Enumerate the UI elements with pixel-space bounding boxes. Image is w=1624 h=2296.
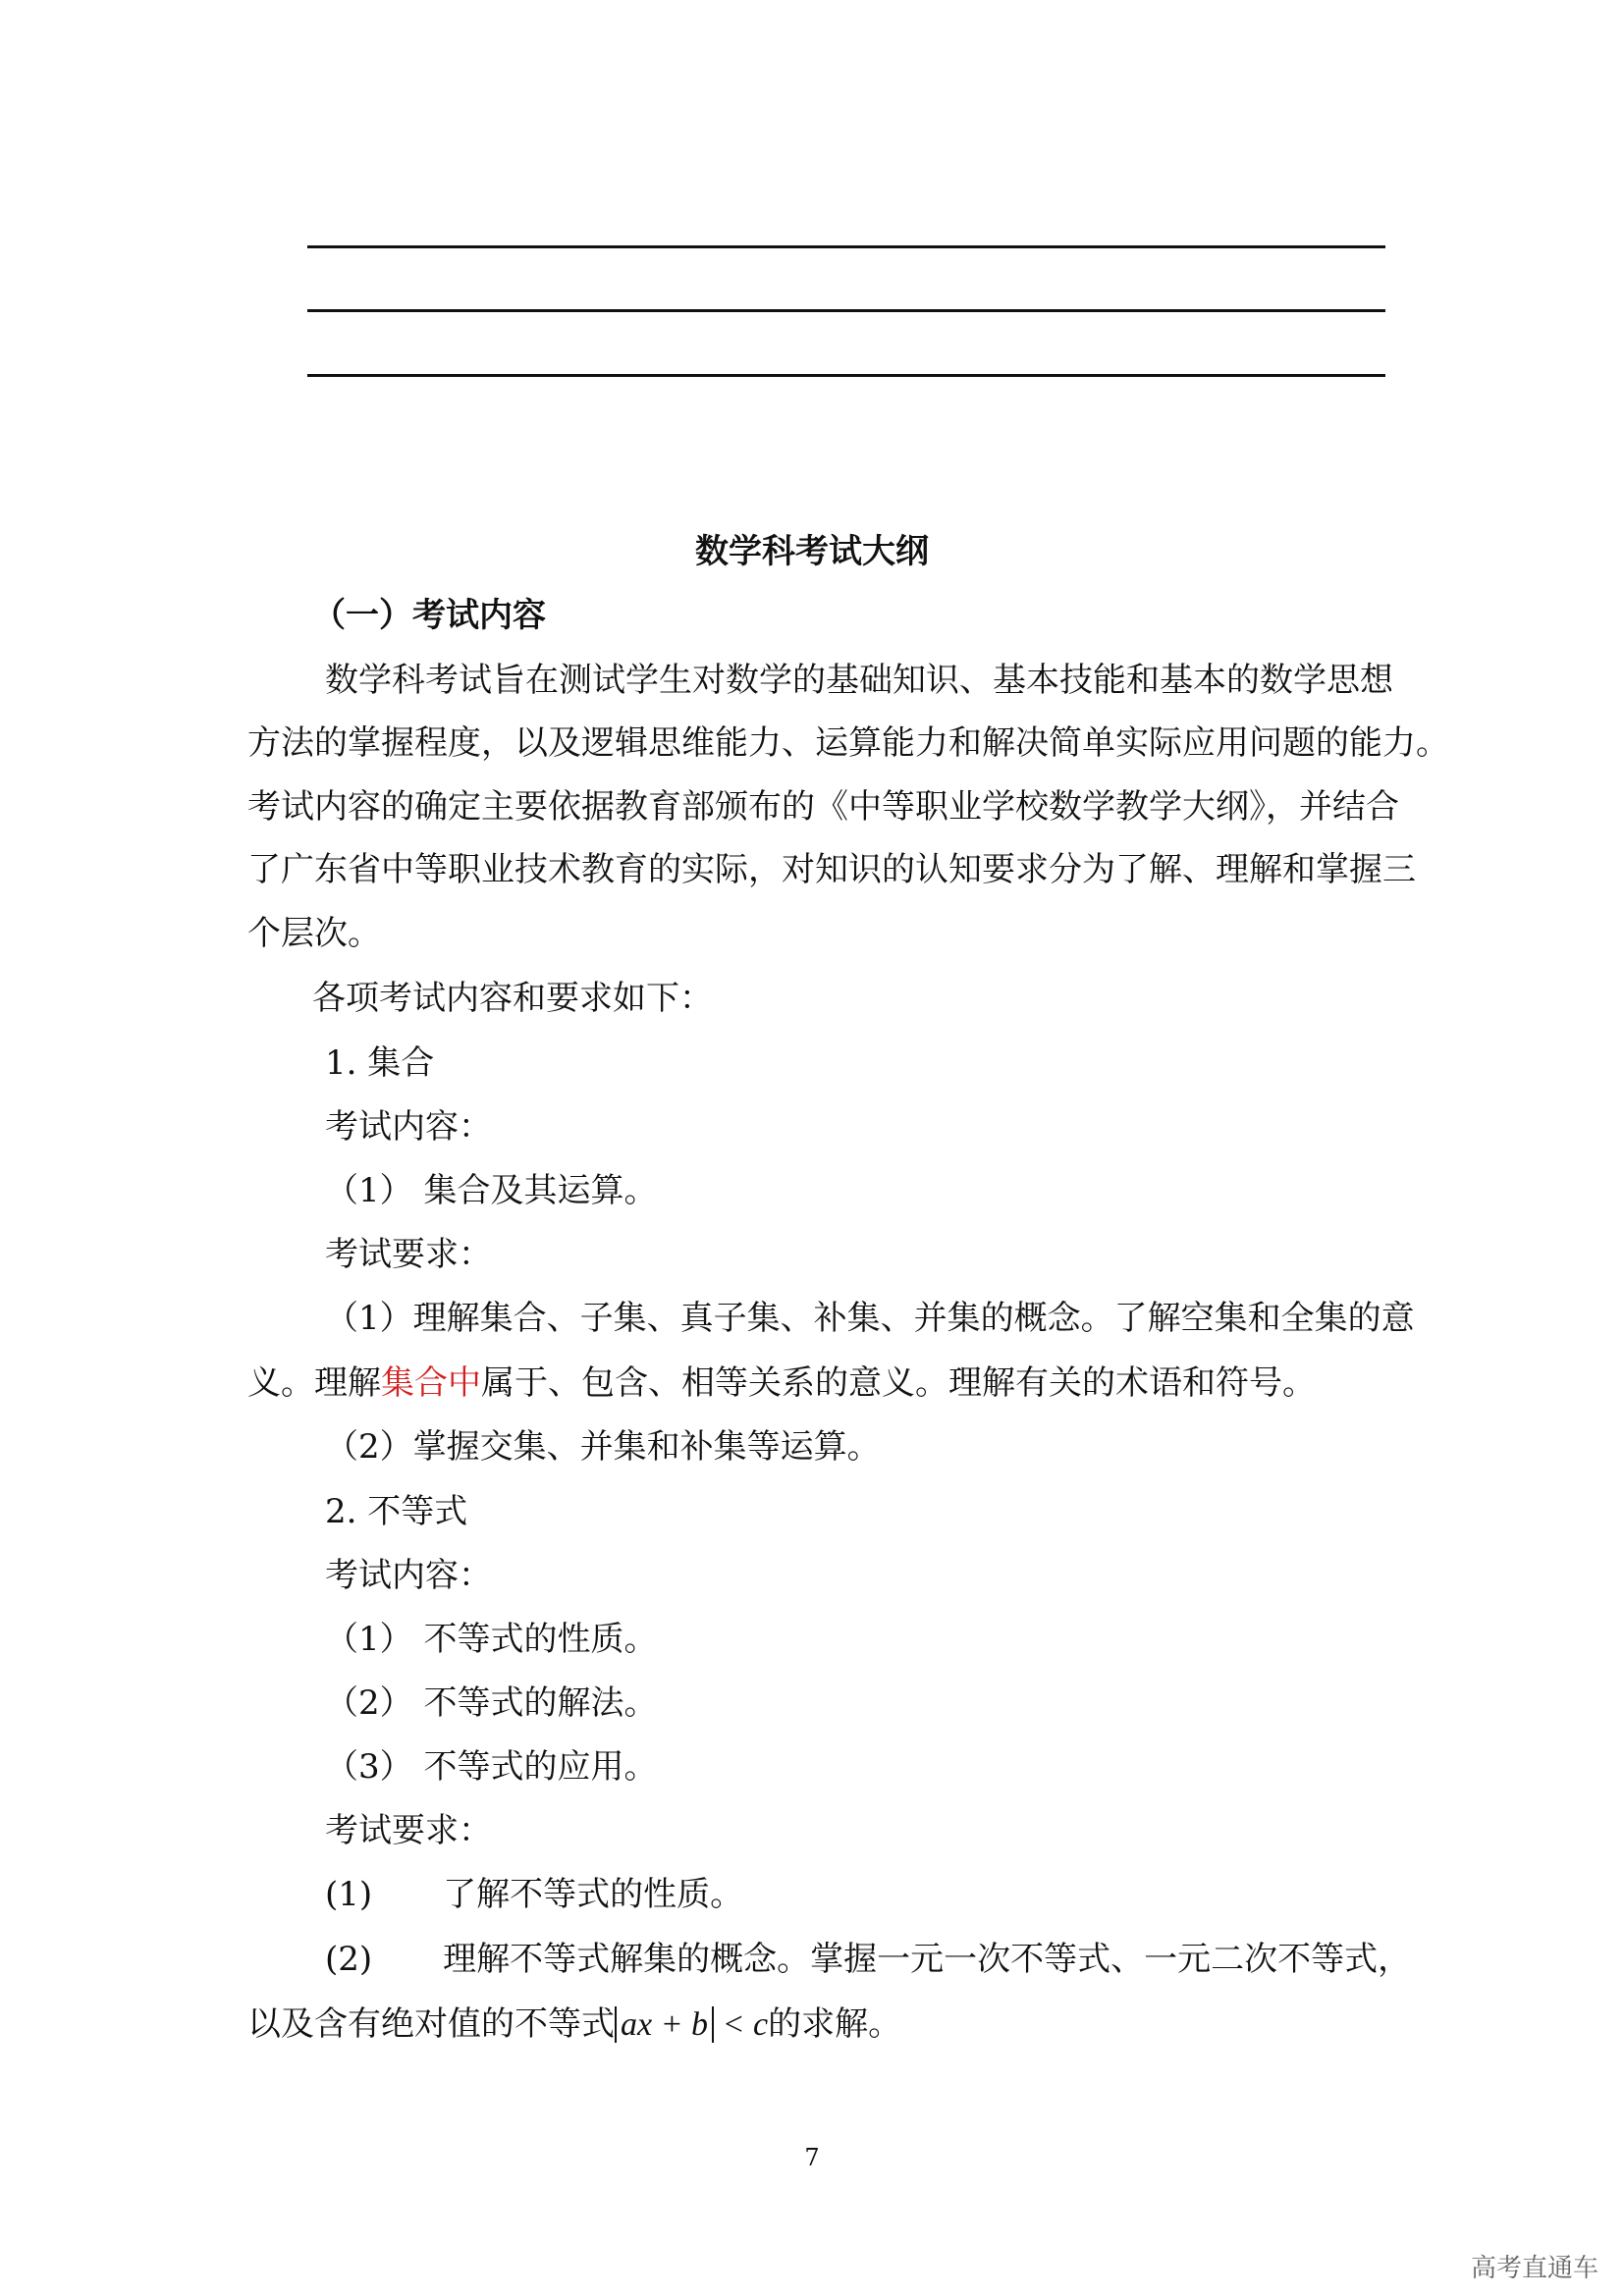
- intro-line-1: 数学科考试旨在测试学生对数学的基础知识、基本技能和基本的数学思想: [325, 661, 1393, 700]
- requirements-intro: 各项考试内容和要求如下：: [312, 979, 713, 1018]
- sec1-req1-line1: （1）理解集合、子集、真子集、补集、并集的概念。了解空集和全集的意: [325, 1299, 1415, 1338]
- sec2-req2-text: 理解不等式解集的概念。掌握一元一次不等式、一元二次不等式，: [443, 1940, 1412, 1979]
- sec2-req1: [325, 1875, 743, 1914]
- sec1-req-label: 考试要求：: [325, 1235, 492, 1274]
- sec1-req1-line2-red: 集合中: [381, 1363, 481, 1403]
- sec2-req2-line2: [247, 2004, 901, 2045]
- sec1-content-label: 考试内容：: [325, 1107, 492, 1147]
- sec1-req2: （2）掌握交集、并集和补集等运算。: [325, 1427, 881, 1467]
- header-rule-2: [307, 309, 1385, 312]
- intro-line-3: 考试内容的确定主要依据教育部颁布的《中等职业学校数学教学大纲》，并结合: [247, 787, 1399, 827]
- sec1-req1-line2-a: 义。理解: [247, 1363, 381, 1403]
- sec2-content-item-3: （3） 不等式的应用。: [325, 1747, 658, 1787]
- sec1-req1-line2: [247, 1363, 1316, 1403]
- header-rule-3: [307, 374, 1385, 377]
- sec2-heading: 2. 不等式: [325, 1492, 468, 1531]
- header-rule-1: [307, 245, 1385, 248]
- intro-line-4: 了广东省中等职业技术教育的实际，对知识的认知要求分为了解、理解和掌握三: [247, 850, 1416, 889]
- sec1-content-item: （1） 集合及其运算。: [325, 1171, 658, 1210]
- section-heading: （一）考试内容: [312, 596, 546, 635]
- sec2-content-item-2: （2） 不等式的解法。: [325, 1683, 658, 1723]
- sec2-req1-text: 了解不等式的性质。: [443, 1875, 744, 1914]
- page-number: 7: [804, 2144, 820, 2171]
- inequality-rhs: < c: [714, 2006, 769, 2043]
- sec2-req2: [325, 1940, 1411, 1979]
- sec2-content-item-1: （1） 不等式的性质。: [325, 1620, 658, 1659]
- abs-expression: ax + b: [615, 2006, 714, 2043]
- sec2-req1-num: (1): [325, 1875, 373, 1914]
- sec2-req2-num: (2): [325, 1940, 373, 1979]
- page-title: 数学科考试大纲: [695, 532, 929, 571]
- sec1-heading: 1. 集合: [325, 1043, 435, 1083]
- sec2-req2-line2-a: 以及含有绝对值的不等式: [247, 2004, 615, 2044]
- sec2-req-label: 考试要求：: [325, 1811, 492, 1850]
- sec1-req1-line2-b: 属于、包含、相等关系的意义。理解有关的术语和符号。: [481, 1363, 1316, 1403]
- intro-line-2: 方法的掌握程度，以及逻辑思维能力、运算能力和解决简单实际应用问题的能力。: [247, 723, 1449, 763]
- sec2-content-label: 考试内容：: [325, 1556, 492, 1595]
- intro-line-5: 个层次。: [247, 914, 381, 953]
- sec2-req2-line2-b: 的求解。: [768, 2004, 902, 2044]
- watermark: 高考直通车: [1470, 2254, 1598, 2283]
